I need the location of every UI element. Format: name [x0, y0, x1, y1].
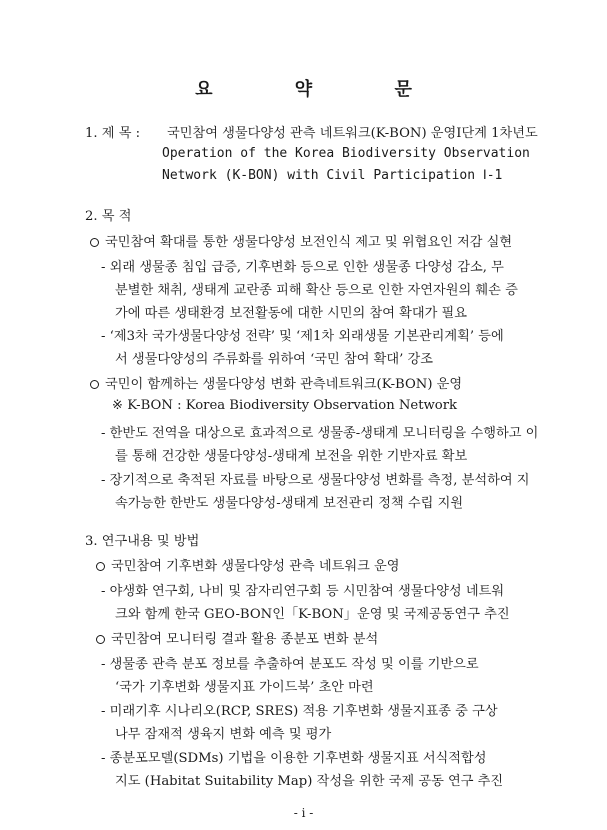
page-title: 요 약 문 — [195, 79, 450, 100]
section2-item2-detail1-line1: - 한반도 전역을 대상으로 효과적으로 생물종-생태계 모니터링을 수행하고 이 — [101, 426, 539, 441]
section3-item2-detail3-line1: - 종분포모델(SDMs) 기법을 이용한 기후변화 생물지표 서식적합성 — [101, 751, 487, 766]
section2-item1-detail1-line3: 가에 따른 생태환경 보전활동에 대한 시민의 참여 확대가 필요 — [115, 306, 468, 321]
section3-item2-detail1-line2: ‘국가 기후변화 생물지표 가이드북’ 초안 마련 — [115, 680, 374, 695]
section1-number: 1. 제 목 : — [85, 126, 141, 141]
page-number: - i - — [293, 806, 314, 820]
section3-item2-detail2-line1: - 미래기후 시나리오(RCP, SRES) 적용 기후변화 생물지표종 중 구상 — [101, 704, 498, 719]
section2-item2-label: 국민이 함께하는 생물다양성 변화 관측네트워크(K-BON) 운영 — [105, 377, 463, 392]
section2-item2-detail1-line2: 를 통해 건강한 생물다양성-생태계 보전을 위한 기반자료 확보 — [115, 449, 468, 464]
section3-item2-label: 국민참여 모니터링 결과 활용 종분포 변화 분석 — [111, 632, 379, 647]
section3-item1 — [96, 555, 399, 574]
section3-item1-detail1-line1: - 야생화 연구회, 나비 및 잠자리연구회 등 시민참여 생물다양성 네트워 — [101, 584, 505, 599]
section2-item1-detail1-line2: 분별한 채취, 생태계 교란종 피해 확산 등으로 인한 자연자원의 훼손 증 — [115, 283, 518, 298]
section3-item2-detail1-line1: - 생물종 관측 분포 정보를 추출하여 분포도 작성 및 이를 기반으로 — [101, 657, 479, 672]
section2-item1-detail2-line2: 서 생물다양성의 주류화를 위하여 ‘국민 참여 확대’ 강조 — [115, 352, 433, 367]
section2-item1-detail1-line1: - 외래 생물종 침입 급증, 기후변화 등으로 인한 생물종 다양성 감소, 무 — [101, 260, 504, 275]
section2-item1-label: 국민참여 확대를 통한 생물다양성 보전인식 제고 및 위협요인 저감 실현 — [105, 235, 513, 250]
section2-item2 — [90, 373, 462, 392]
section1-title-en-line1: Operation of the Korea Biodiversity Observation — [162, 146, 530, 161]
section3-item1-label: 국민참여 기후변화 생물다양성 관측 네트워크 운영 — [111, 559, 400, 574]
section3-heading: 3. 연구내용 및 방법 — [85, 534, 200, 549]
section3-item2-detail3-line2: 지도 (Habitat Suitability Map) 작성을 위한 국제 공동 연구 추진 — [115, 774, 504, 789]
section1-title-ko: 국민참여 생물다양성 관측 네트워크(K-BON) 운영Ⅰ단계 1차년도 — [167, 126, 538, 141]
section2-item2-detail2-line2: 속가능한 한반도 생물다양성-생태계 보전관리 정책 수립 지원 — [115, 496, 464, 511]
circle-bullet-icon — [96, 562, 105, 571]
section3-item2 — [96, 628, 378, 647]
section2-item2-detail2-line1: - 장기적으로 축적된 자료를 바탕으로 생물다양성 변화를 측정, 분석하여 지 — [101, 473, 530, 488]
section2-item1 — [90, 231, 512, 250]
section2-item2-note: ※ K-BON : Korea Biodiversity Observation Network — [112, 398, 458, 413]
circle-bullet-icon — [96, 635, 105, 644]
section2-item1-detail2-line1: - ‘제3차 국가생물다양성 전략’ 및 ‘제1차 외래생물 기본관리계획’ 등에 — [101, 329, 504, 344]
circle-bullet-icon — [90, 238, 99, 247]
section2-heading: 2. 목 적 — [85, 209, 132, 224]
section1-title-en-line2: Network (K-BON) with Civil Participation Ⅰ-1 — [162, 168, 503, 183]
section3-item1-detail1-line2: 크와 함께 한국 GEO-BON인「K-BON」운영 및 국제공동연구 추진 — [115, 607, 510, 622]
circle-bullet-icon — [90, 380, 99, 389]
section3-item2-detail2-line2: 나무 잠재적 생육지 변화 예측 및 평가 — [115, 727, 332, 742]
